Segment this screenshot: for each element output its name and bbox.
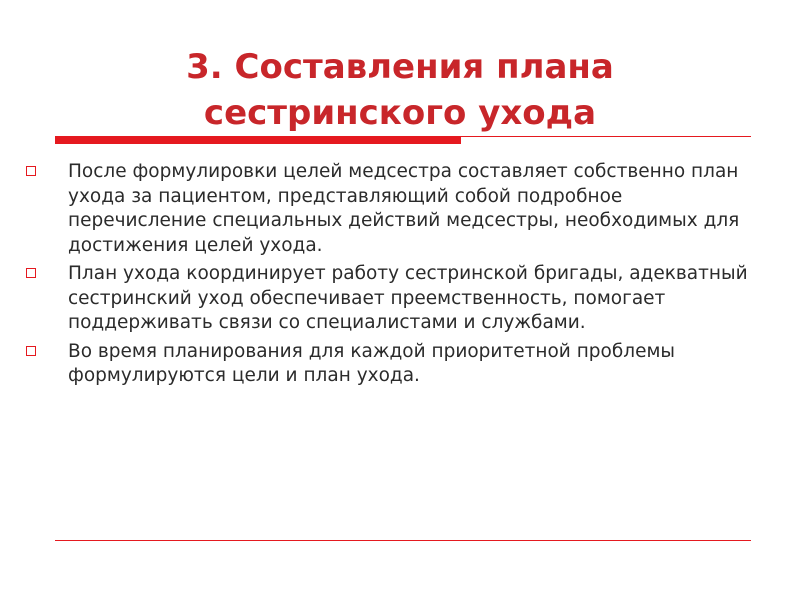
bullet-list [22, 160, 762, 393]
hollow-square-icon [26, 346, 36, 356]
bullet-text: План ухода координирует работу сестринской бригады, адекватный сестринский уход обеспечивает преемственность, помогает поддерживать связи со специалистами и службами. [68, 263, 748, 333]
bullet-item [22, 340, 762, 389]
title-underline-thick [55, 136, 461, 144]
bullet-text: После формулировки целей медсестра составляет собственно план ухода за пациентом, представляющий собой подробное перечисление специальных действий медсестры, необходимых для достижения целей ухода. [68, 161, 740, 256]
hollow-square-icon [26, 166, 36, 176]
title-line-2: сестринского ухода [203, 93, 597, 133]
bullet-item [22, 160, 762, 258]
bullet-item [22, 262, 762, 336]
hollow-square-icon [26, 268, 36, 278]
title-line-1: 3. Составления плана [186, 47, 614, 87]
bullet-text: Во время планирования для каждой приоритетной проблемы формулируются цели и план ухода. [68, 340, 676, 386]
bottom-divider [55, 540, 751, 541]
slide-title [60, 44, 740, 136]
